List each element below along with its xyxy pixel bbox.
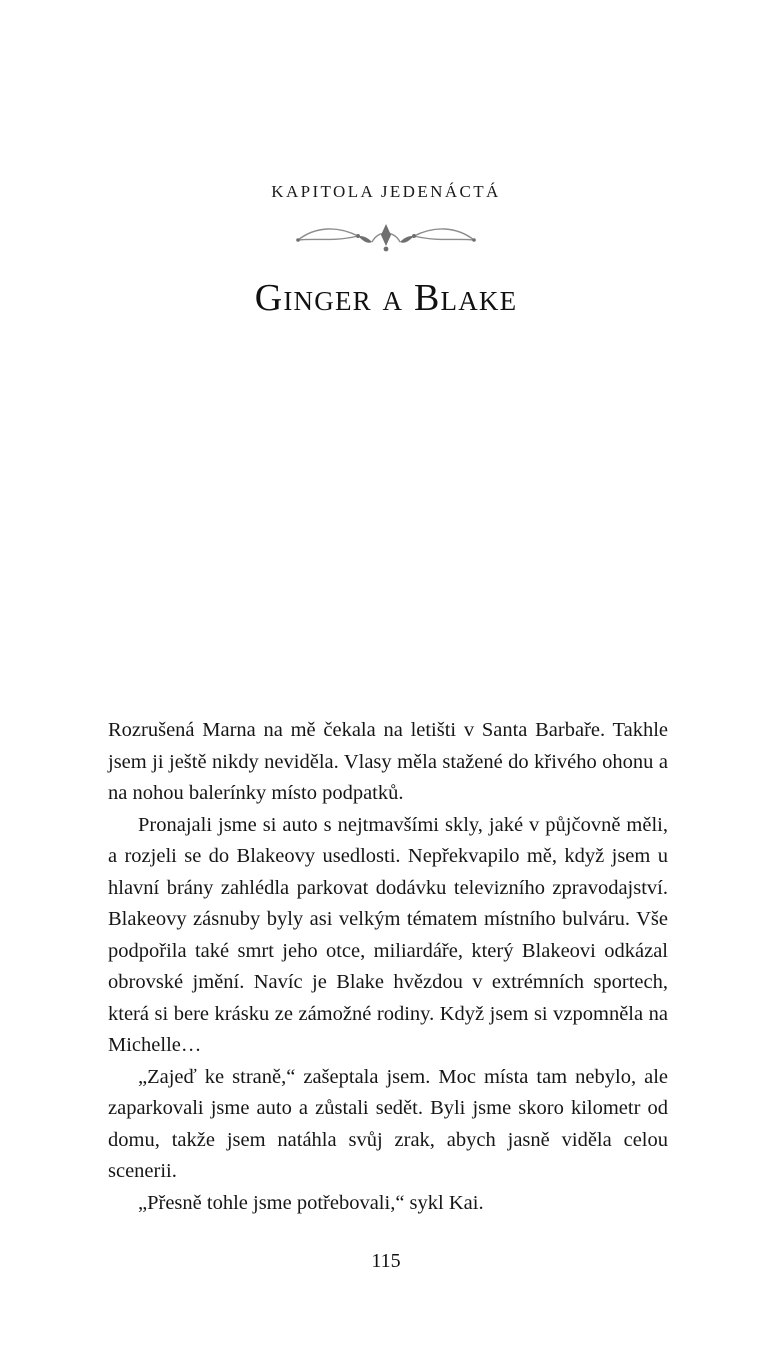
chapter-title: Ginger a Blake — [254, 277, 518, 319]
paragraph: Rozrušená Marna na mě čekala na letišti v Santa Barbaře. Takhle jsem ji ještě nikdy neviděla. Vlasy měla stažené do křivého ohonu a na nohou balerínky místo podpatků. — [108, 719, 668, 804]
book-page — [0, 182, 772, 1367]
body-text — [108, 715, 668, 1219]
chapter-header — [0, 182, 772, 320]
paragraph: Pronajali jsme si auto s nejtmavšími skly, jaké v půjčovně měli, a rozjeli se do Blakeovy usedlosti. Nepřekvapilo mě, když jsem u hlavní brány zahlédla parkovat dodávku televizního zpravodajství. Blakeovy zásnuby byly asi velkým tématem místního bulváru. Vše podpořila také smrt jeho otce, miliardáře, který Blakeovi odkázal obrovské jmění. Navíc je Blake hvězdou v extrémních sportech, která si bere krásku ze zámožné rodiny. Když jsem si vzpomněla na Michelle… — [108, 813, 668, 1056]
paragraph: „Přesně tohle jsme potřebovali,“ sykl Kai. — [138, 1191, 484, 1214]
floral-divider-ornament — [286, 220, 486, 254]
paragraph: „Zajeď ke straně,“ zašeptala jsem. Moc místa tam nebylo, ale zaparkovali jsme auto a zůstali sedět. Byli jsme skoro kilometr od domu, takže jsem natáhla svůj zrak, abych jasně viděla celou scenerii. — [108, 1065, 668, 1182]
chapter-label: KAPITOLA JEDENÁCTÁ — [271, 182, 501, 201]
page-number: 115 — [371, 1250, 401, 1272]
